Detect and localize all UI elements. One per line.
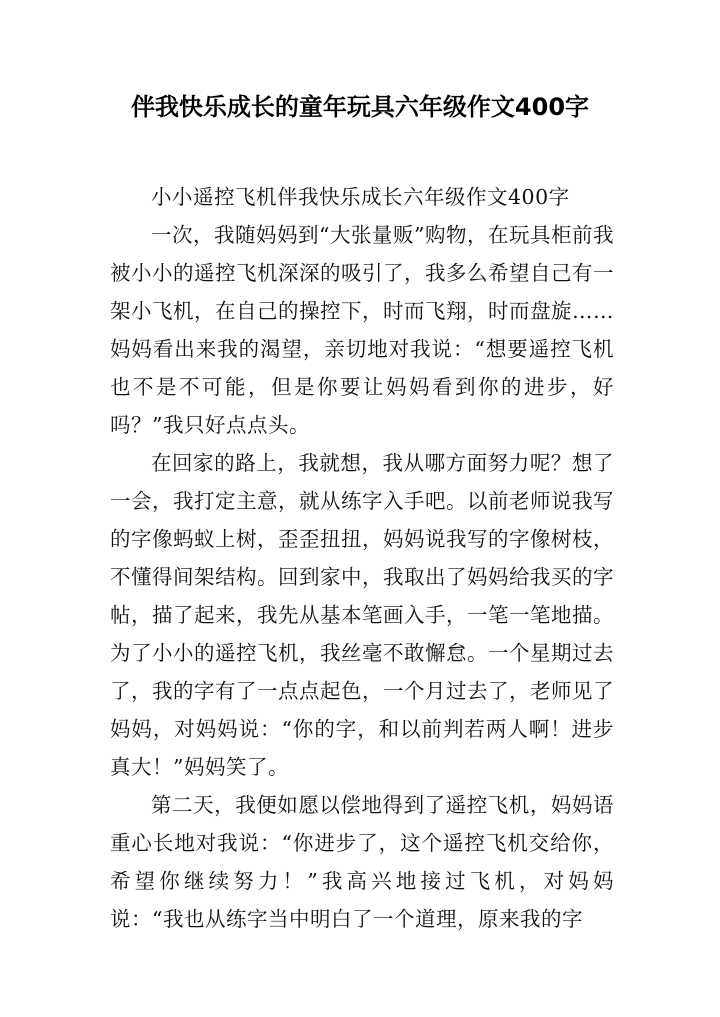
document-body	[110, 178, 614, 938]
paragraph: 第二天，我便如愿以偿地得到了遥控飞机，妈妈语重心长地对我说：“你进步了，这个遥控飞机交给你，希望你继续努力！”我高兴地接过飞机，对妈妈说：“我也从练字当中明白了一个道理，原来我的字	[110, 793, 614, 931]
paragraph: 在回家的路上，我就想，我从哪方面努力呢？想了一会，我打定主意，就从练字入手吧。以前老师说我写的字像蚂蚁上树，歪歪扭扭，妈妈说我写的字像树枝，不懂得间架结构。回到家中，我取出了妈妈给我买的字帖，描了起来，我先从基本笔画入手，一笔一笔地描。为了小小的遥控飞机，我丝毫不敢懈怠。一个星期过去了，我的字有了一点点起色，一个月过去了，老师见了妈妈，对妈妈说：“你的字，和以前判若两人啊！进步真大！”妈妈笑了。	[110, 451, 614, 779]
paragraph: 一次，我随妈妈到“大张量贩”购物，在玩具柜前我被小小的遥控飞机深深的吸引了，我多么希望自己有一架小飞机，在自己的操控下，时而飞翔，时而盘旋……妈妈看出来我的渴望，亲切地对我说：“想要遥控飞机也不是不可能，但是你要让妈妈看到你的进步，好吗？”我只好点点头。	[110, 223, 614, 437]
paragraph-subtitle: 小小遥控飞机伴我快乐成长六年级作文400字	[151, 185, 570, 209]
document-title: 伴我快乐成长的童年玩具六年级作文400字	[130, 93, 590, 121]
